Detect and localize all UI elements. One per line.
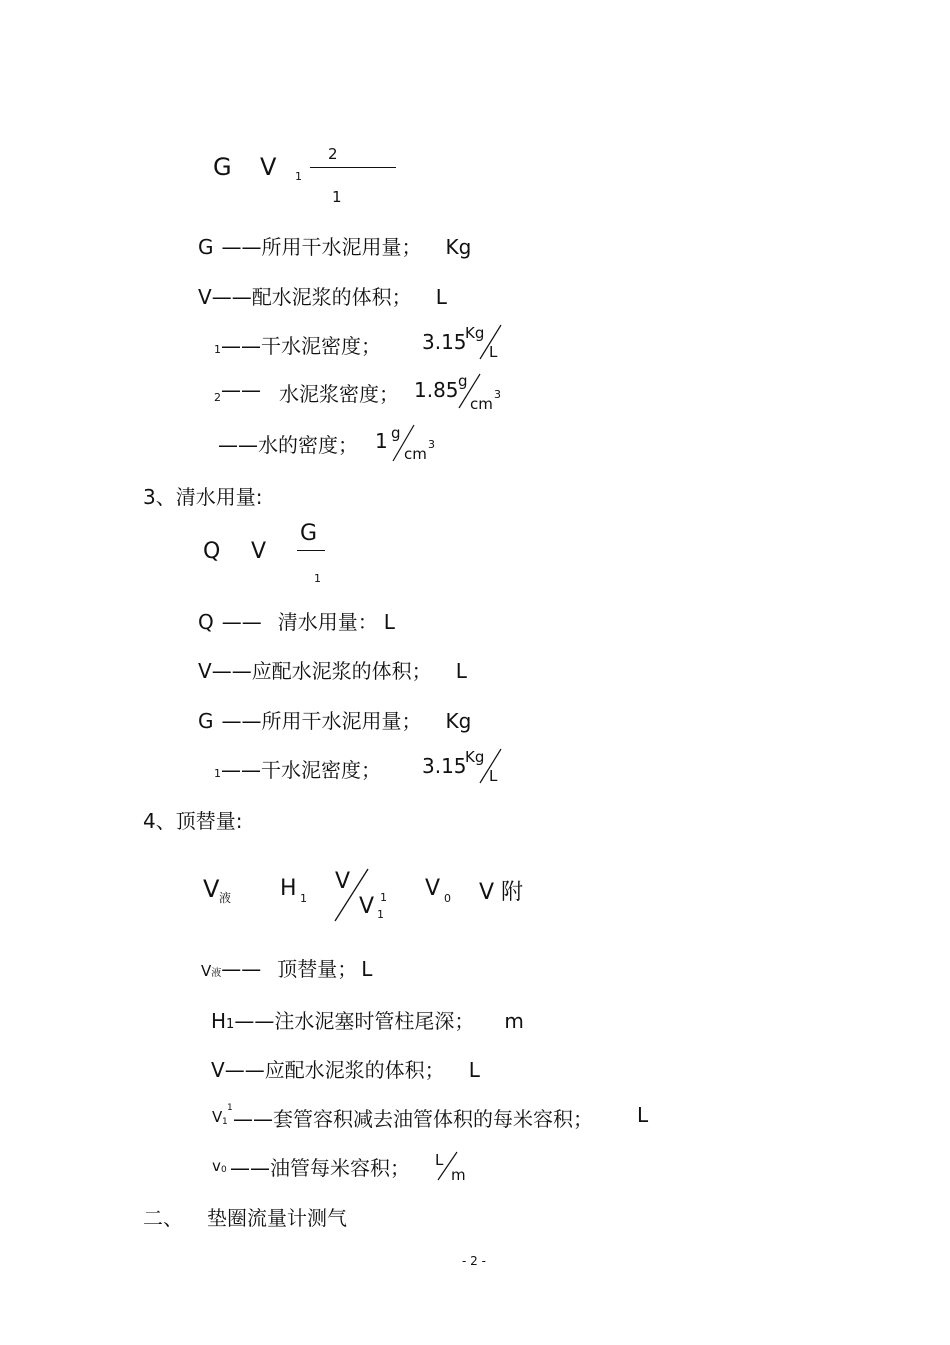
def-symbol: v	[212, 1157, 221, 1175]
def-desc: ——套管容积减去油管体积的每米容积；	[233, 1107, 593, 1131]
unit-denominator: L	[489, 343, 498, 361]
fraction-numerator: 2	[328, 145, 338, 163]
section-heading-gasket-flowmeter	[143, 1202, 347, 1231]
formula-subscript: 1	[377, 908, 384, 921]
def-unit: L	[383, 610, 395, 634]
def-symbol: V	[198, 285, 212, 309]
def-desc: ——配水泥浆的体积；	[211, 285, 412, 309]
def-row-h1	[211, 1005, 524, 1034]
unit-denominator: m	[451, 1166, 466, 1184]
fraction-numerator: V	[335, 869, 351, 894]
def-value: 3.15	[422, 754, 467, 778]
def-unit: Kg	[445, 709, 472, 733]
def-symbol: V	[212, 1108, 223, 1126]
def-symbol: G	[198, 235, 214, 259]
formula-subscript: 0	[444, 892, 451, 905]
def-unit: m	[504, 1009, 524, 1033]
formula-volume: V	[251, 539, 267, 564]
def-desc: ——水的密度；	[218, 433, 358, 457]
formula-depth: H	[280, 876, 297, 901]
def-subscript: 0	[221, 1165, 227, 1175]
unit-numerator: g	[391, 424, 401, 442]
def-symbol: G	[198, 709, 214, 733]
def-desc: ——	[221, 957, 262, 981]
def-value: 1	[375, 429, 388, 453]
fraction-bar	[310, 167, 396, 168]
def-row-v	[198, 655, 467, 684]
fraction-denominator: V	[359, 894, 375, 919]
unit-numerator: Kg	[465, 748, 485, 766]
unit-denominator: cm	[470, 395, 493, 413]
fraction-denominator: 1	[332, 188, 342, 206]
def-row-vliq	[201, 953, 372, 982]
def-row-q	[198, 606, 395, 635]
def-subscript: 2	[214, 391, 221, 404]
def-desc: ——应配水泥浆的体积；	[211, 659, 432, 683]
def-desc: ——	[221, 378, 261, 402]
formula-extra-volume: V 附	[479, 880, 524, 905]
def-desc: ——油管每米容积；	[230, 1156, 410, 1180]
def-unit: L	[637, 1103, 649, 1127]
section-number: 二、	[143, 1206, 183, 1230]
formula-subscript: 1	[300, 892, 307, 905]
formula-volume: V	[260, 153, 277, 181]
def-subscript: 1	[226, 1017, 235, 1032]
def-desc: ——干水泥密度；	[221, 758, 381, 782]
def-symbol: Q	[198, 610, 214, 634]
def-symbol: V	[211, 1058, 225, 1082]
def-symbol: V	[198, 659, 212, 683]
def-subscript: 液	[211, 968, 222, 979]
unit-numerator: Kg	[465, 324, 485, 342]
def-superscript: 1	[227, 1103, 233, 1113]
unit-denominator: cm	[404, 445, 427, 463]
formula-subscript: 1	[295, 170, 302, 183]
def-desc: ——所用干水泥用量；	[221, 709, 422, 733]
unit-exponent: 3	[494, 388, 501, 401]
formula-lhs: V	[203, 875, 220, 903]
def-row-v	[198, 281, 447, 310]
def-desc: 清水用量：	[277, 610, 378, 634]
def-value: 1.85	[414, 378, 459, 402]
def-row-g	[198, 705, 471, 734]
def-row-v	[211, 1054, 480, 1083]
def-unit: L	[361, 957, 373, 981]
section-heading-water: 3、清水用量:	[143, 485, 263, 509]
def-desc: ——	[221, 610, 262, 634]
def-desc: ——应配水泥浆的体积；	[224, 1058, 445, 1082]
unit-numerator: g	[458, 372, 468, 390]
unit-exponent: 3	[428, 438, 435, 451]
fraction-bar	[297, 550, 325, 551]
def-desc: 顶替量；	[277, 957, 358, 981]
def-unit: L	[468, 1058, 480, 1082]
formula-subscript: 液	[219, 891, 232, 905]
fraction-numerator: G	[300, 521, 318, 546]
def-subscript: 1	[214, 343, 221, 356]
def-desc: 水泥浆密度；	[279, 382, 399, 406]
def-unit: Kg	[445, 235, 472, 259]
def-subscript: 1	[222, 1117, 228, 1127]
def-desc: ——干水泥密度；	[221, 334, 381, 358]
formula-lhs: G	[213, 153, 232, 181]
formula-superscript: 1	[380, 891, 387, 904]
formula-lhs: Q	[203, 539, 221, 564]
def-desc: ——注水泥塞时管柱尾深；	[234, 1009, 475, 1033]
def-value: 3.15	[422, 330, 467, 354]
def-unit: L	[435, 285, 447, 309]
page-number: - 2 -	[462, 1254, 486, 1268]
section-title: 垫圈流量计测气	[207, 1206, 347, 1230]
unit-denominator: L	[489, 767, 498, 785]
fraction-denominator: 1	[314, 572, 321, 585]
def-row-g	[198, 231, 471, 260]
unit-numerator: L	[435, 1151, 444, 1169]
formula-tubing-capacity: V	[425, 876, 441, 901]
def-symbol: V	[201, 962, 212, 980]
section-heading-displacement: 4、顶替量:	[143, 809, 243, 833]
def-symbol: H	[211, 1009, 227, 1033]
def-desc: ——所用干水泥用量；	[221, 235, 422, 259]
def-subscript: 1	[214, 767, 221, 780]
def-unit: L	[455, 659, 467, 683]
